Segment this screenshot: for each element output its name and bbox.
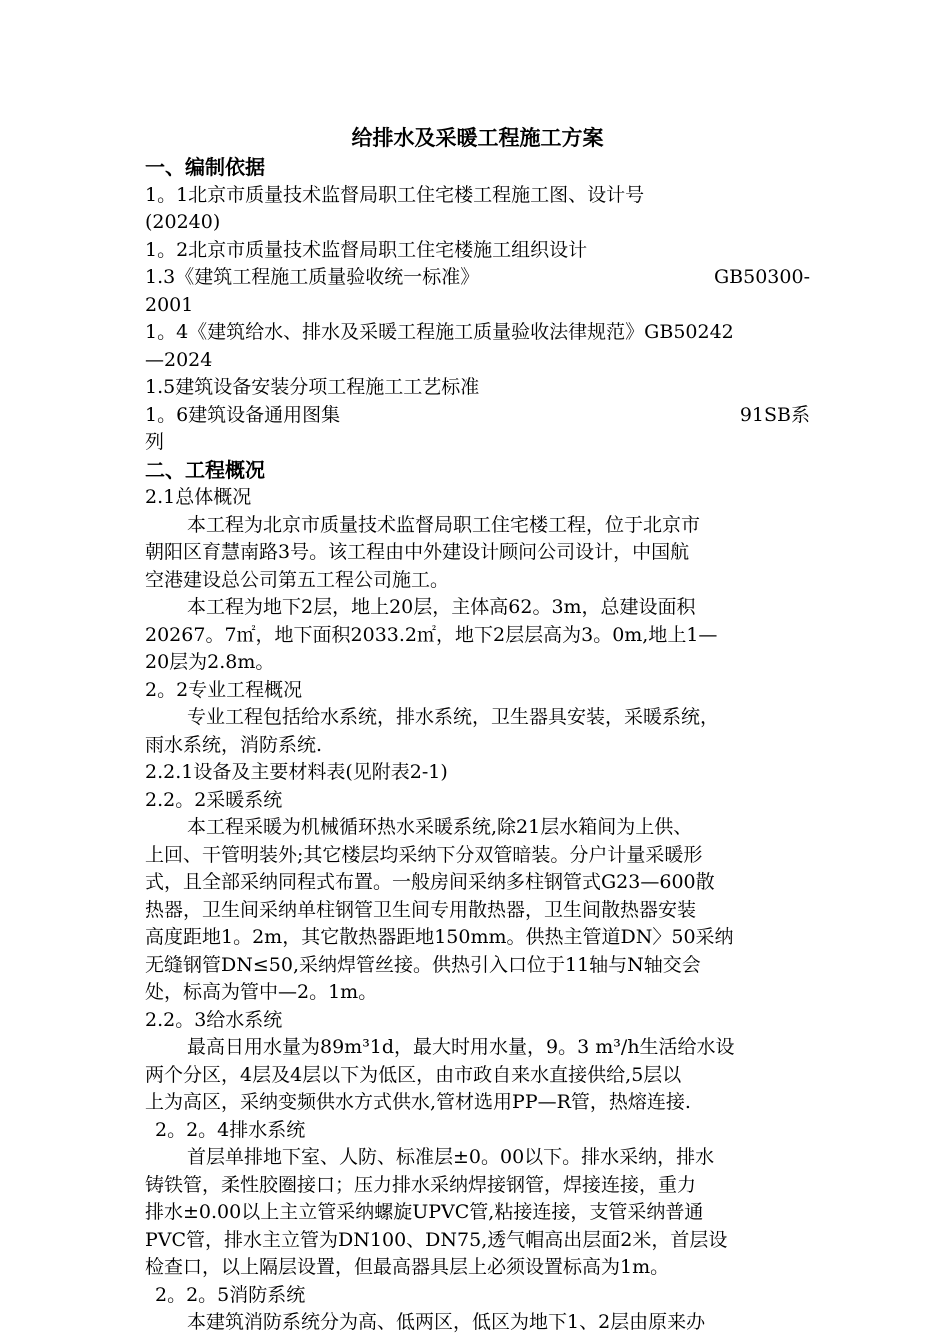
document-title: 给排水及采暖工程施工方案 — [351, 125, 604, 150]
subsection-heading: 2.2。2采暖系统 — [145, 788, 283, 811]
text-line: 1。4《建筑给水、排水及采暖工程施工质量验收法律规范》GB50242 — [145, 321, 734, 343]
text-line: (20240) — [145, 211, 221, 233]
paragraph-line: 检查口，以上隔层设置，但最高器具层上必须设置标高为1m。 — [145, 1256, 670, 1278]
paragraph-line: 专业工程包括给水系统，排水系统，卫生器具安装，采暖系统， — [187, 706, 720, 728]
section-heading-basis: 一、编制依据 — [145, 155, 265, 179]
paragraph-line: 雨水系统，消防系统. — [145, 733, 323, 756]
text-line: 列 — [145, 431, 165, 453]
subsection-heading: 2。2。4排水系统 — [155, 1118, 306, 1141]
paragraph-line: 空港建设总公司第五工程公司施工。 — [145, 568, 450, 591]
text-line: 2001 — [145, 293, 194, 316]
paragraph-line: 本工程采暖为机械循环热水采暖系统,除21层水箱间为上供、 — [187, 816, 693, 838]
paragraph-line: 20267。7㎡，地下面积2033.2㎡，地下2层层高为3。0m,地上1— — [145, 623, 718, 646]
paragraph-line: 处，标高为管中—2。1m。 — [145, 981, 378, 1003]
section-heading-overview: 二、工程概况 — [145, 457, 265, 482]
paragraph-line: 20层为2.8m。 — [145, 651, 275, 673]
paragraph-line: 高度距地1。2m，其它散热器距地150mm。供热主管道DN〉50采纳 — [145, 926, 734, 948]
paragraph-line: 无缝钢管DN≤50,采纳焊管丝接。供热引入口位于11轴与N轴交会 — [145, 953, 701, 976]
paragraph-line: 本工程为北京市质量技术监督局职工住宅楼工程，位于北京市 — [187, 513, 701, 536]
paragraph-line: 本建筑消防系统分为高、低两区，低区为地下1、2层由原来办 — [187, 1311, 706, 1333]
paragraph-line: 铸铁管，柔性胶圈接口；压力排水采纳焊接钢管，焊接连接，重力 — [145, 1173, 697, 1196]
standard-name: 1.3《建筑工程施工质量验收统一标准》 — [145, 266, 480, 288]
subsection-heading: 2.1总体概况 — [145, 486, 252, 508]
paragraph-line: 上回、干管明装外;其它楼层均采纳下分双管暗装。分户计量采暖形 — [145, 843, 703, 866]
paragraph-line: 式，且全部采纳同程式布置。一般房间采纳多柱钢管式G23—600散 — [145, 871, 715, 893]
standard-code: GB50300- — [713, 266, 810, 288]
text-line-split — [145, 402, 810, 430]
paragraph-line: 首层单排地下室、人防、标准层±0。00以下。排水采纳，排水 — [187, 1146, 715, 1168]
paragraph-line: PVC管，排水主立管为DN100、DN75,透气帽高出层面2米，首层设 — [145, 1228, 728, 1251]
atlas-code: 91SB系 — [739, 403, 810, 426]
text-line: 1。1北京市质量技术监督局职工住宅楼工程施工图、设计号 — [145, 183, 645, 206]
paragraph-line: 排水±0.00以上主立管采纳螺旋UPVC管,粘接连接，支管采纳普通 — [145, 1201, 704, 1223]
paragraph-line: 热器，卫生间采纳单柱钢管卫生间专用散热器，卫生间散热器安装 — [145, 898, 697, 921]
document-body — [145, 122, 810, 1337]
atlas-name: 1。6建筑设备通用图集 — [145, 403, 341, 426]
paragraph-line: 两个分区，4层及4层以下为低区，由市政自来水直接供给,5层以 — [145, 1063, 682, 1086]
subsection-heading: 2。2专业工程概况 — [145, 678, 303, 701]
subsection-heading: 2.2.1设备及主要材料表(见附表2-1) — [145, 761, 448, 783]
subsection-heading: 2.2。3给水系统 — [145, 1008, 283, 1031]
paragraph-line: 朝阳区育慧南路3号。该工程由中外建设计顾问公司设计，中国航 — [145, 541, 690, 563]
text-line: 1。2北京市质量技术监督局职工住宅楼施工组织设计 — [145, 238, 588, 261]
paragraph-line: 本工程为地下2层，地上20层，主体高62。3m，总建设面积 — [187, 596, 696, 618]
text-line-split — [145, 264, 810, 292]
subsection-heading: 2。2。5消防系统 — [155, 1283, 306, 1306]
paragraph-line: 上为高区，采纳变频供水方式供水,管材选用PP—R管，热熔连接. — [145, 1091, 691, 1113]
text-line: 1.5建筑设备安装分项工程施工工艺标准 — [145, 376, 480, 398]
paragraph-line: 最高日用水量为89m³1d，最大时用水量，9。3 m³/h生活给水设 — [187, 1036, 735, 1058]
text-line: —2024 — [145, 348, 213, 371]
